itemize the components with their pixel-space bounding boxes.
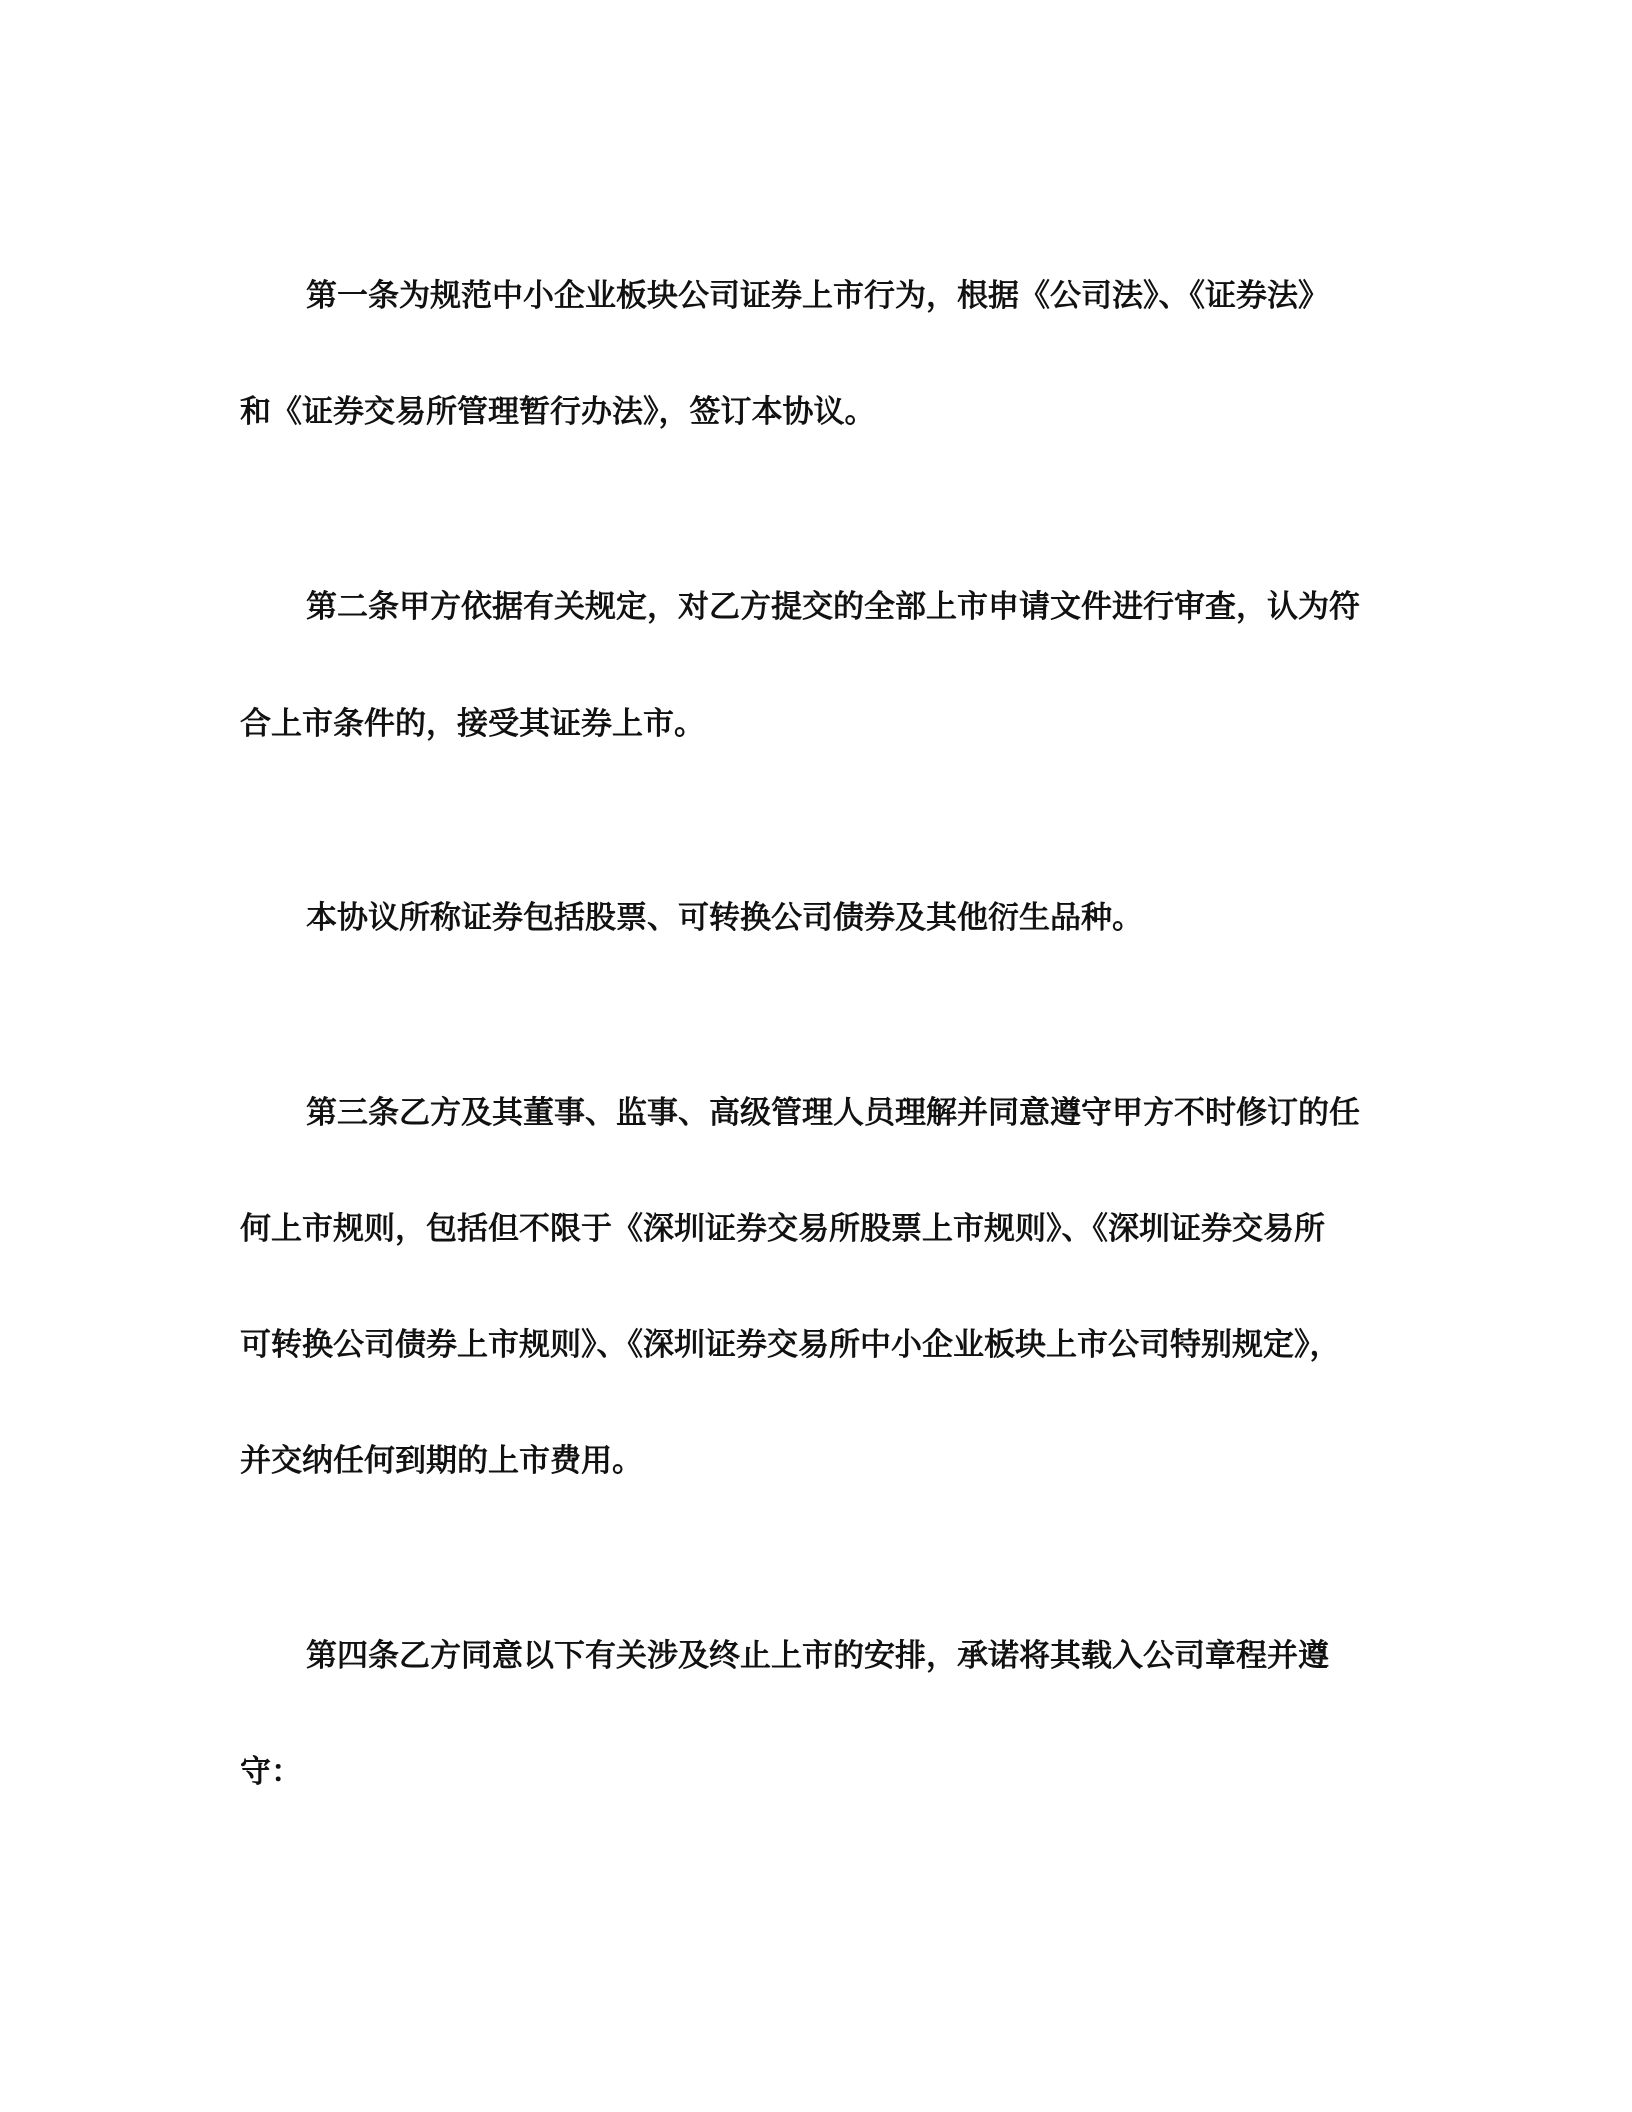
article-4-line-1: 第四条乙方同意以下有关涉及终止上市的安排，承诺将其载入公司章程并遵 <box>306 1638 1329 1674</box>
article-3-line-1: 第三条乙方及其董事、监事、高级管理人员理解并同意遵守甲方不时修订的任 <box>306 1095 1360 1131</box>
article-3-line-2: 何上市规则，包括但不限于《深圳证券交易所股票上市规则》、《深圳证券交易所 <box>240 1211 1325 1247</box>
article-3-line-3: 可转换公司债券上市规则》、《深圳证券交易所中小企业板块上市公司特别规定》， <box>240 1327 1341 1363</box>
article-1-line-1: 第一条为规范中小企业板块公司证券上市行为，根据《公司法》、《证券法》 <box>306 278 1329 314</box>
article-2-line-1: 第二条甲方依据有关规定，对乙方提交的全部上市申请文件进行审查，认为符 <box>306 589 1360 625</box>
article-3-line-4: 并交纳任何到期的上市费用。 <box>240 1443 643 1479</box>
securities-definition-line: 本协议所称证券包括股票、可转换公司债券及其他衍生品种。 <box>306 900 1143 936</box>
article-2-line-2: 合上市条件的，接受其证券上市。 <box>240 706 705 742</box>
article-4-line-2: 守： <box>240 1754 302 1790</box>
article-1-line-2: 和《证券交易所管理暂行办法》，签订本协议。 <box>240 394 876 430</box>
